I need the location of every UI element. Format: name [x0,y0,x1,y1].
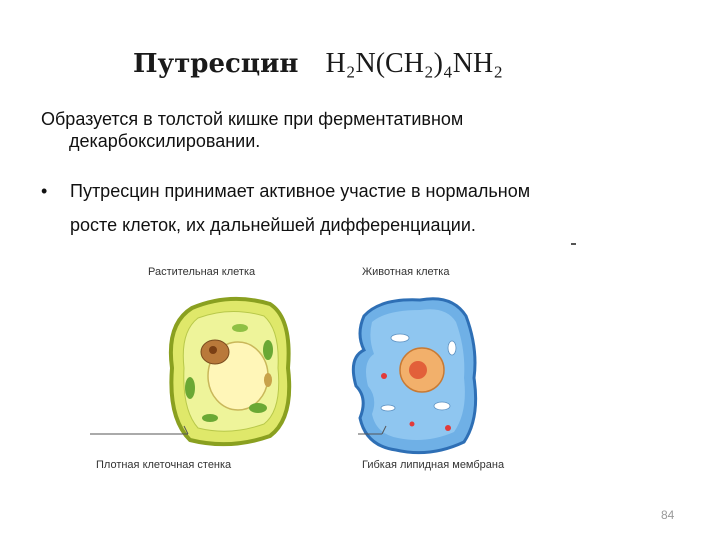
intro-line-2: декарбоксилировании. [69,131,261,151]
slide-title [133,48,503,88]
animal-cell-drawing [353,299,475,453]
plant-cell-caption: Плотная клеточная стенка [96,459,232,471]
stray-dash [571,243,576,245]
title-name: Путресцин [133,49,299,79]
bullet-line-1: Путресцин принимает активное участие в нормальном [70,181,531,201]
animal-cell-label: Животная клетка [362,266,450,278]
chemical-formula: H₂N(CH₂)₄NH₂ [325,48,503,79]
cell-figure [80,258,570,476]
page-number: 84 [661,508,675,522]
bullet-line-2: росте клеток, их дальнейшей дифференциации. [70,215,476,235]
intro-paragraph [41,108,681,152]
cells-illustration [80,258,570,476]
bullet-symbol: • [41,181,48,201]
plant-cell-drawing [171,299,289,444]
intro-line-1: Образуется в толстой кишке при ферментативном [41,109,464,129]
animal-cell-caption: Гибкая липидная мембрана [362,459,505,471]
plant-cell-label: Растительная клетка [148,266,256,278]
